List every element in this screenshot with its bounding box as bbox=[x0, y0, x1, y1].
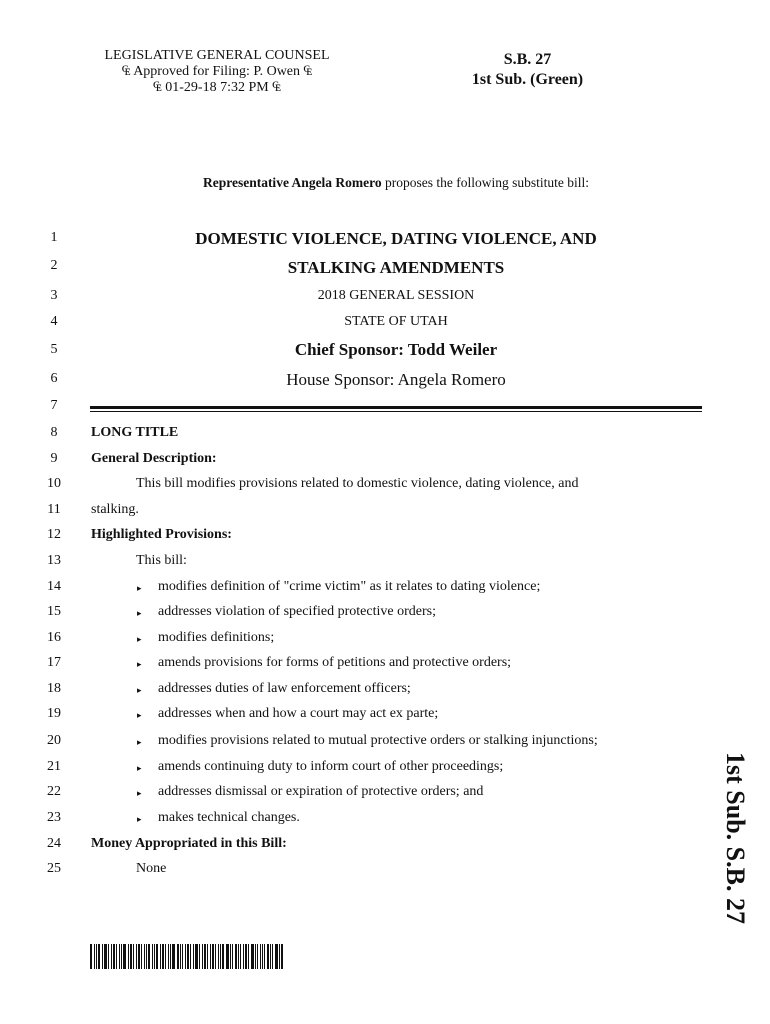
bullet-icon: ▸ bbox=[137, 710, 142, 720]
line-number: 8 bbox=[50, 425, 58, 440]
line-number: 25 bbox=[47, 861, 61, 876]
bullet-icon: ▸ bbox=[137, 685, 142, 695]
barcode-bar bbox=[264, 944, 265, 969]
barcode-bar bbox=[104, 944, 107, 969]
provision-item: addresses duties of law enforcement officers; bbox=[158, 681, 411, 696]
bullet-icon: ▸ bbox=[137, 737, 142, 747]
line-number: 6 bbox=[50, 371, 58, 386]
bullet-icon: ▸ bbox=[137, 763, 142, 773]
barcode-bar bbox=[152, 944, 153, 969]
line-number: 5 bbox=[50, 342, 58, 357]
barcode-bar bbox=[218, 944, 219, 969]
provision-item: amends provisions for forms of petitions and protective orders; bbox=[158, 655, 512, 670]
substitute-label: 1st Sub. (Green) bbox=[471, 71, 584, 88]
header-right bbox=[455, 50, 600, 90]
barcode-bar bbox=[154, 944, 155, 969]
barcode-bar bbox=[144, 944, 145, 969]
line-number: 3 bbox=[50, 288, 58, 303]
barcode-bar bbox=[199, 944, 200, 969]
general-description-heading: General Description: bbox=[91, 451, 217, 466]
title-divider-thin bbox=[90, 411, 702, 412]
barcode-bar bbox=[212, 944, 214, 969]
title-divider bbox=[90, 406, 702, 409]
bullet-icon: ▸ bbox=[137, 583, 142, 593]
proposer-text: proposes the following substitute bill: bbox=[381, 175, 590, 190]
proposer-line bbox=[90, 175, 702, 191]
barcode-bar bbox=[248, 944, 249, 969]
barcode-bar bbox=[240, 944, 241, 969]
barcode-bar bbox=[243, 944, 244, 969]
long-title-heading: LONG TITLE bbox=[91, 425, 179, 440]
state: STATE OF UTAH bbox=[344, 314, 448, 329]
side-bill-label: 1st Sub. S.B. 27 bbox=[721, 752, 750, 924]
barcode-bar bbox=[281, 944, 283, 969]
barcode-bar bbox=[202, 944, 203, 969]
barcode-bar bbox=[190, 944, 191, 969]
barcode-bar bbox=[182, 944, 183, 969]
line-number: 14 bbox=[47, 579, 61, 594]
line-number: 1 bbox=[50, 230, 58, 245]
proposer-name: Representative Angela Romero bbox=[202, 175, 382, 190]
timestamp-line: ₠ 01-29-18 7:32 PM ₠ bbox=[153, 80, 281, 95]
barcode-bar bbox=[119, 944, 120, 969]
line-number: 17 bbox=[47, 655, 61, 670]
bill-title-line1: DOMESTIC VIOLENCE, DATING VIOLENCE, AND bbox=[195, 229, 597, 248]
barcode-bar bbox=[141, 944, 142, 969]
provision-item: addresses when and how a court may act ex parte; bbox=[158, 706, 439, 721]
bullet-icon: ▸ bbox=[137, 788, 142, 798]
money-appropriated-heading: Money Appropriated in this Bill: bbox=[91, 836, 287, 851]
session: 2018 GENERAL SESSION bbox=[317, 288, 475, 303]
line-number: 4 bbox=[50, 314, 58, 329]
line-number: 12 bbox=[47, 527, 61, 542]
bullet-icon: ▸ bbox=[137, 608, 142, 618]
barcode-bar bbox=[251, 944, 254, 969]
barcode-bar bbox=[235, 944, 237, 969]
barcode-bar bbox=[260, 944, 262, 969]
barcode-bar bbox=[238, 944, 239, 969]
barcode bbox=[90, 944, 285, 969]
description-text: This bill modifies provisions related to domestic violence, dating violence, and bbox=[136, 476, 579, 491]
line-number: 20 bbox=[47, 733, 61, 748]
barcode-bar bbox=[170, 944, 171, 969]
barcode-bar bbox=[168, 944, 169, 969]
barcode-bar bbox=[138, 944, 140, 969]
barcode-bar bbox=[160, 944, 161, 969]
barcode-bar bbox=[133, 944, 134, 969]
bullet-icon: ▸ bbox=[137, 814, 142, 824]
barcode-bar bbox=[90, 944, 92, 969]
barcode-bar bbox=[185, 944, 186, 969]
money-appropriated-value: None bbox=[136, 861, 167, 876]
bill-number: S.B. 27 bbox=[503, 51, 552, 68]
barcode-bar bbox=[255, 944, 256, 969]
provision-item: modifies definition of "crime victim" as it relates to dating violence; bbox=[158, 579, 541, 594]
provision-item: addresses violation of specified protective orders; bbox=[158, 604, 436, 619]
barcode-bar bbox=[257, 944, 258, 969]
barcode-bar bbox=[156, 944, 158, 969]
barcode-bar bbox=[123, 944, 126, 969]
barcode-bar bbox=[180, 944, 181, 969]
barcode-bar bbox=[210, 944, 211, 969]
provision-item: makes technical changes. bbox=[158, 810, 300, 825]
line-number: 18 bbox=[47, 681, 61, 696]
line-number: 7 bbox=[50, 398, 58, 413]
house-sponsor: House Sponsor: Angela Romero bbox=[286, 370, 506, 389]
line-number: 16 bbox=[47, 630, 61, 645]
barcode-bar bbox=[245, 944, 247, 969]
line-number: 2 bbox=[50, 258, 58, 273]
barcode-bar bbox=[96, 944, 97, 969]
barcode-bar bbox=[270, 944, 271, 969]
line-number: 15 bbox=[47, 604, 61, 619]
barcode-bar bbox=[94, 944, 95, 969]
barcode-bar bbox=[111, 944, 112, 969]
barcode-bar bbox=[187, 944, 189, 969]
line-number: 19 bbox=[47, 706, 61, 721]
barcode-bar bbox=[108, 944, 109, 969]
highlighted-provisions-heading: Highlighted Provisions: bbox=[91, 527, 232, 542]
barcode-bar bbox=[272, 944, 273, 969]
provision-item: amends continuing duty to inform court of other proceedings; bbox=[158, 759, 504, 774]
barcode-bar bbox=[220, 944, 221, 969]
line-number: 21 bbox=[47, 759, 61, 774]
description-text-continued: stalking. bbox=[91, 502, 139, 517]
line-number: 10 bbox=[47, 476, 61, 491]
barcode-bar bbox=[279, 944, 280, 969]
provision-item: addresses dismissal or expiration of protective orders; and bbox=[158, 784, 484, 799]
barcode-bar bbox=[262, 944, 263, 969]
barcode-bar bbox=[130, 944, 132, 969]
provision-item: modifies definitions; bbox=[158, 630, 275, 645]
barcode-bar bbox=[148, 944, 151, 969]
barcode-bar bbox=[215, 944, 216, 969]
barcode-bar bbox=[113, 944, 115, 969]
barcode-bar bbox=[193, 944, 194, 969]
barcode-bar bbox=[172, 944, 175, 969]
barcode-bar bbox=[226, 944, 229, 969]
bullet-icon: ▸ bbox=[137, 659, 142, 669]
barcode-bar bbox=[102, 944, 103, 969]
provision-item: modifies provisions related to mutual protective orders or stalking injunctions; bbox=[158, 733, 598, 748]
barcode-bar bbox=[177, 944, 179, 969]
barcode-bar bbox=[121, 944, 122, 969]
barcode-bar bbox=[116, 944, 117, 969]
barcode-bar bbox=[98, 944, 100, 969]
barcode-bar bbox=[207, 944, 208, 969]
line-number: 11 bbox=[47, 502, 61, 517]
bullet-icon: ▸ bbox=[137, 634, 142, 644]
this-bill-text: This bill: bbox=[136, 553, 187, 568]
line-number: 13 bbox=[47, 553, 61, 568]
barcode-bar bbox=[195, 944, 198, 969]
chief-sponsor: Chief Sponsor: Todd Weiler bbox=[294, 340, 498, 359]
barcode-bar bbox=[232, 944, 233, 969]
barcode-bar bbox=[146, 944, 147, 969]
line-number: 23 bbox=[47, 810, 61, 825]
barcode-bar bbox=[230, 944, 231, 969]
line-number: 9 bbox=[50, 451, 58, 466]
barcode-bar bbox=[162, 944, 164, 969]
approval-line: ₠ Approved for Filing: P. Owen ₠ bbox=[121, 64, 313, 79]
barcode-bar bbox=[128, 944, 129, 969]
office-name: LEGISLATIVE GENERAL COUNSEL bbox=[104, 48, 330, 63]
barcode-bar bbox=[136, 944, 137, 969]
barcode-bar bbox=[204, 944, 206, 969]
barcode-bar bbox=[222, 944, 224, 969]
barcode-bar bbox=[165, 944, 166, 969]
line-number: 22 bbox=[47, 784, 61, 799]
bill-title-line2: STALKING AMENDMENTS bbox=[287, 258, 505, 277]
header-left bbox=[92, 48, 342, 96]
barcode-bar bbox=[267, 944, 269, 969]
line-number: 24 bbox=[47, 836, 61, 851]
barcode-bar bbox=[275, 944, 278, 969]
